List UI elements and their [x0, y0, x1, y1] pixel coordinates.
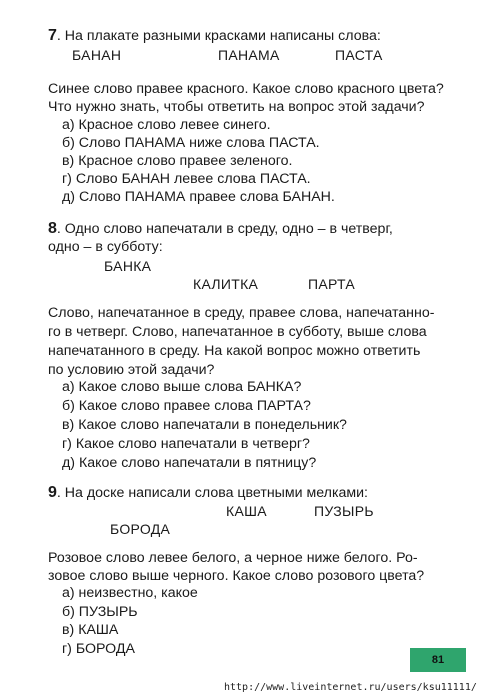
- task-9-word-3: БОРОДА: [110, 521, 171, 537]
- page-number-badge: [410, 648, 466, 672]
- task-9-option: б) ПУЗЫРЬ: [62, 604, 138, 620]
- task-8-text-line: напечатанного в среду. На какой вопрос можно ответить: [48, 343, 421, 359]
- task-9-text-line: зовое слово выше черного. Какое слово розового цвета?: [48, 568, 425, 584]
- task-7-word-2: ПАНАМА: [218, 47, 280, 63]
- task-8-text-line: Слово, напечатанное в среду, правее слова, напечатанно-: [48, 305, 435, 321]
- task-9-option: г) БОРОДА: [62, 641, 135, 657]
- task-8-option: г) Какое слово напечатали в четверг?: [62, 436, 310, 452]
- task-8-intro-text: . Одно слово напечатали в среду, одно – в четверг,: [56, 221, 393, 237]
- task-9-number: 9: [48, 484, 57, 501]
- task-7-intro-text: . На плакате разными красками написаны слова:: [56, 28, 381, 44]
- task-8-text-line: го в четверг. Слово, напечатанное в субботу, выше слова: [48, 324, 427, 340]
- task-8-option: в) Какое слово напечатали в понедельник?: [62, 417, 347, 433]
- task-7-text-line: Что нужно знать, чтобы ответить на вопрос этой задачи?: [48, 99, 425, 115]
- task-8-text-line: по условию этой задачи?: [48, 362, 215, 378]
- task-8-option: б) Какое слово правее слова ПАРТА?: [62, 398, 311, 414]
- task-7-text-line: Синее слово правее красного. Какое слово красного цвета?: [48, 81, 444, 97]
- task-7-word-3: ПАСТА: [335, 47, 383, 63]
- task-9-word-2: ПУЗЫРЬ: [314, 503, 374, 519]
- footer-url: http://www.liveinternet.ru/users/ksu11111/: [224, 682, 477, 693]
- task-8-word-2: КАЛИТКА: [193, 276, 259, 292]
- task-7-number: 7: [48, 27, 57, 44]
- task-8-word-3: ПАРТА: [308, 276, 356, 292]
- task-8-option: д) Какое слово напечатали в пятницу?: [62, 455, 317, 471]
- page-number: 81: [431, 654, 445, 666]
- task-8-word-1: БАНКА: [104, 258, 152, 274]
- task-8-intro: [48, 220, 393, 238]
- task-7-option: в) Красное слово правее зеленого.: [62, 153, 293, 169]
- task-8-option: а) Какое слово выше слова БАНКА?: [62, 379, 302, 395]
- task-7-option: д) Слово ПАНАМА правее слова БАНАН.: [62, 189, 335, 205]
- task-8-number: 8: [48, 220, 57, 237]
- task-7-option: а) Красное слово левее синего.: [62, 117, 271, 133]
- task-9-option: в) КАША: [62, 622, 119, 638]
- task-9-text-line: Розовое слово левее белого, а черное ниже белого. Ро-: [48, 550, 418, 566]
- task-9-intro-text: . На доске написали слова цветными мелками:: [56, 485, 368, 501]
- task-9-option: а) неизвестно, какое: [62, 585, 198, 601]
- task-9-intro: [48, 484, 368, 502]
- task-7-option: г) Слово БАНАН левее слова ПАСТА.: [62, 171, 311, 187]
- task-9-word-1: КАША: [226, 503, 267, 519]
- task-8-intro-line-2: одно – в субботу:: [48, 239, 163, 255]
- task-7-word-1: БАНАН: [72, 47, 122, 63]
- task-7-intro: [48, 27, 381, 45]
- task-7-option: б) Слово ПАНАМА ниже слова ПАСТА.: [62, 135, 320, 151]
